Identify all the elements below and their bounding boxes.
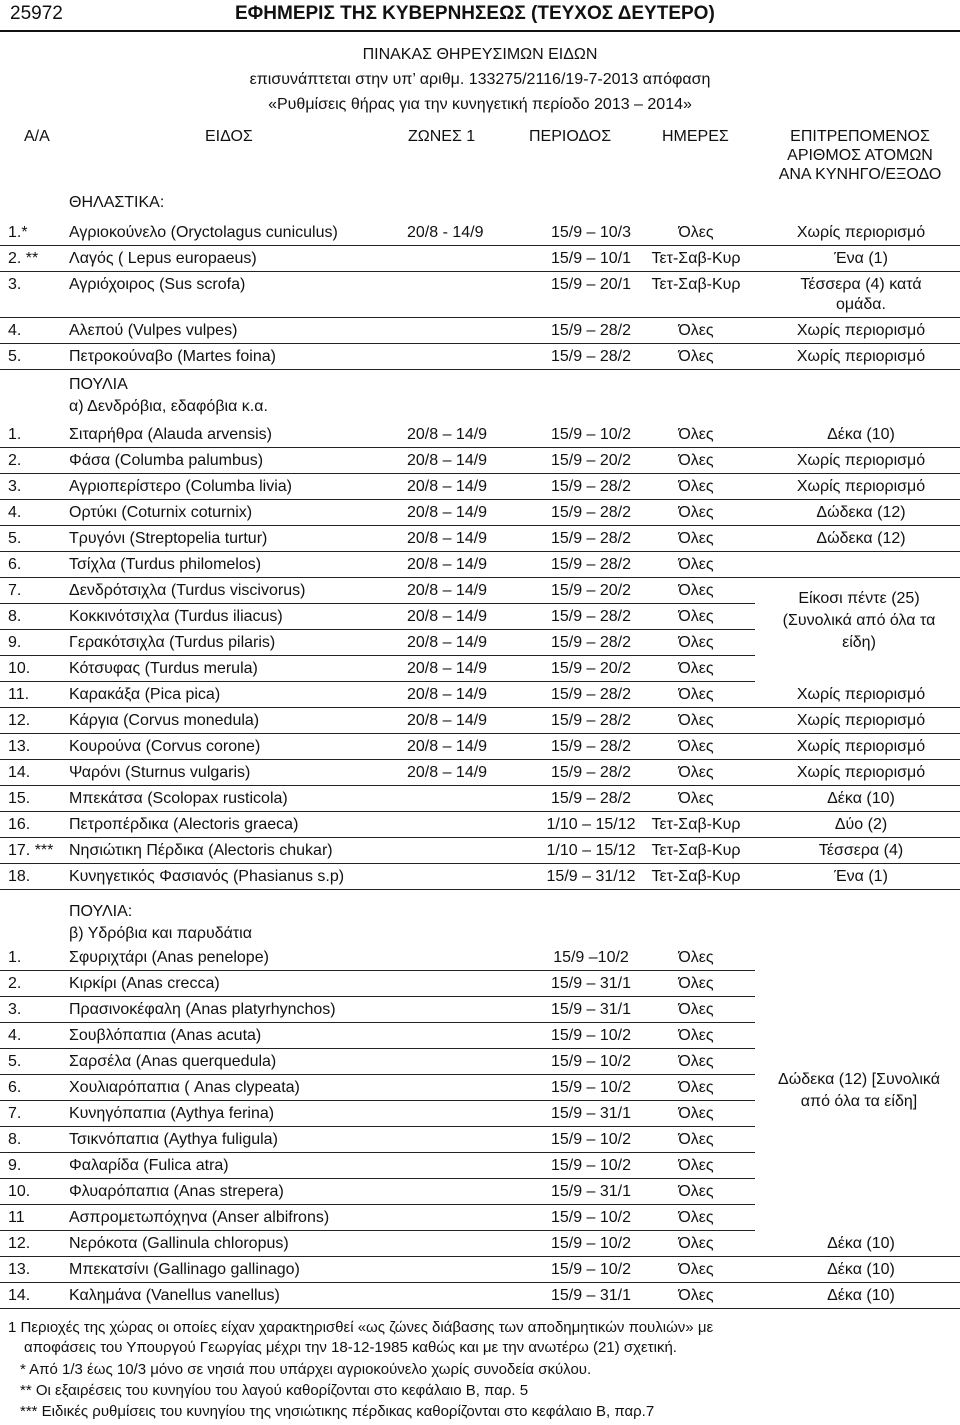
row-number: 7. — [8, 1105, 22, 1122]
hunting-period: 15/9 – 28/2 — [550, 790, 632, 807]
table-row — [0, 760, 960, 786]
hunting-period: 15/9 – 28/2 — [550, 478, 632, 495]
species-name: Φάσα (Columba palumbus) — [69, 452, 264, 469]
row-number: 3. — [8, 1001, 22, 1018]
species-name: Αγριόχοιρος (Sus scrofa) — [69, 276, 246, 293]
hunting-days: Όλες — [678, 224, 714, 241]
hunting-period: 1/10 – 15/12 — [546, 842, 636, 859]
species-name: Σφυριχτάρι (Anas penelope) — [69, 949, 269, 966]
species-name: Δενδρότσιχλα (Turdus viscivorus) — [69, 582, 306, 599]
hunting-days: Όλες — [678, 1105, 714, 1122]
allowed-number: Χωρίς περιορισμό — [796, 478, 926, 495]
zones-period: 20/8 – 14/9 — [407, 608, 488, 625]
hunting-days: Όλες — [678, 1157, 714, 1174]
row-divider — [0, 889, 960, 890]
species-name: Αλεπού (Vulpes vulpes) — [69, 322, 238, 339]
zones-period: 20/8 – 14/9 — [407, 660, 488, 677]
row-number: 4. — [8, 1027, 22, 1044]
hunting-period: 15/9 – 20/2 — [550, 582, 632, 599]
species-name: Κότσυφας (Turdus merula) — [69, 660, 258, 677]
journal-title: ΕΦΗΜΕΡΙΣ ΤΗΣ ΚΥΒΕΡΝΗΣΕΩΣ (ΤΕΥΧΟΣ ΔΕΥΤΕΡΟ) — [235, 3, 715, 24]
row-number: 8. — [8, 1131, 22, 1148]
footnote-rabbit: * Από 1/3 έως 10/3 μόνο σε νησιά που υπάρχει αγριοκούνελο χωρίς συνοδεία σκύλου. — [20, 1361, 592, 1378]
thrush-limit — [760, 588, 958, 654]
section-mammals: ΘΗΛΑΣΤΙΚΑ: — [69, 194, 165, 211]
col-header-aa: Α/Α — [24, 128, 50, 145]
species-name: Κιρκίρι (Anas crecca) — [69, 975, 220, 992]
hunting-period: 1/10 – 15/12 — [546, 816, 636, 833]
zones-period: 20/8 – 14/9 — [407, 582, 488, 599]
species-name: Κυνηγετικός Φασιανός (Phasianus s.p) — [69, 868, 345, 885]
hunting-days: Όλες — [678, 1235, 714, 1252]
table-row — [0, 500, 960, 526]
allowed-number: Δώδεκα (12) — [816, 504, 906, 521]
row-divider — [0, 369, 960, 370]
species-name: Ορτύκι (Coturnix coturnix) — [69, 504, 253, 521]
row-divider — [0, 1308, 960, 1309]
species-name: Κοκκινότσιχλα (Turdus iliacus) — [69, 608, 283, 625]
hunting-days: Όλες — [678, 1183, 714, 1200]
row-number: 1. — [8, 949, 22, 966]
species-name: Ψαρόνι (Sturnus vulgaris) — [69, 764, 251, 781]
row-number: 14. — [8, 764, 31, 781]
col-header-limit-line1: ΕΠΙΤΡΕΠΟΜΕΝΟΣ — [790, 128, 930, 145]
hunting-days: Τετ-Σαβ-Κυρ — [651, 250, 741, 267]
decision-reference: επισυνάπτεται στην υπ’ αριθμ. 133275/2116/19-7-2013 απόφαση — [249, 71, 711, 88]
row-number: 14. — [8, 1287, 31, 1304]
row-number: 10. — [8, 660, 31, 677]
row-number: 6. — [8, 556, 22, 573]
hunting-days: Όλες — [678, 790, 714, 807]
allowed-number: Δέκα (10) — [827, 1235, 895, 1252]
footnote-hare: ** Οι εξαιρέσεις του κυνηγίου του λαγού καθορίζονται στο κεφάλαιο Β, παρ. 5 — [20, 1382, 529, 1399]
hunting-days: Όλες — [678, 1053, 714, 1070]
zones-period: 20/8 – 14/9 — [407, 686, 488, 703]
allowed-number: Ένα (1) — [834, 868, 888, 885]
hunting-days: Όλες — [678, 949, 714, 966]
page-number: 25972 — [10, 3, 63, 24]
hunting-period: 15/9 – 28/2 — [550, 504, 632, 521]
row-number: 9. — [8, 634, 22, 651]
species-name: Φλυαρόπαπια (Anas strepera) — [69, 1183, 284, 1200]
hunting-period: 15/9 – 28/2 — [550, 530, 632, 547]
hunting-period: 15/9 – 10/2 — [550, 1157, 632, 1174]
col-header-period: ΠΕΡΙΟΔΟΣ — [529, 128, 612, 145]
row-number: 5. — [8, 1053, 22, 1070]
hunting-period: 15/9 – 28/2 — [550, 556, 632, 573]
hunting-days: Όλες — [678, 712, 714, 729]
col-header-species: ΕΙΔΟΣ — [205, 128, 253, 145]
col-header-limit — [762, 127, 958, 184]
species-name: Ασπρομετωπόχηνα (Anser albifrons) — [69, 1209, 330, 1226]
table-row — [0, 812, 960, 838]
table-row — [0, 838, 960, 864]
table-row — [0, 734, 960, 760]
col-header-days: ΗΜΕΡΕΣ — [662, 128, 729, 145]
col-header-limit-line2: ΑΡΙΘΜΟΣ ΑΤΟΜΩΝ — [787, 147, 933, 164]
row-number: 7. — [8, 582, 22, 599]
species-name: Κάργια (Corvus monedula) — [69, 712, 260, 729]
zones-period: 20/8 – 14/9 — [407, 738, 488, 755]
hunting-period: 15/9 – 28/2 — [550, 686, 632, 703]
hunting-days: Όλες — [678, 660, 714, 677]
hunting-days: Όλες — [678, 348, 714, 365]
zones-period: 20/8 – 14/9 — [407, 478, 488, 495]
hunting-period: 15/9 – 28/2 — [550, 348, 632, 365]
species-name: Νερόκοτα (Gallinula chloropus) — [69, 1235, 289, 1252]
hunting-period: 15/9 – 28/2 — [550, 738, 632, 755]
hunting-period: 15/9 – 10/2 — [550, 1053, 632, 1070]
hunting-period: 15/9 – 10/2 — [550, 1131, 632, 1148]
allowed-number: Χωρίς περιορισμό — [796, 452, 926, 469]
zones-period: 20/8 – 14/9 — [407, 504, 488, 521]
allowed-number: Χωρίς περιορισμό — [796, 348, 926, 365]
table-row — [0, 682, 960, 708]
row-number: 13. — [8, 738, 31, 755]
hunting-period: 15/9 – 10/2 — [550, 1261, 632, 1278]
table-row — [0, 786, 960, 812]
hunting-days: Όλες — [678, 1001, 714, 1018]
zones-period: 20/8 – 14/9 — [407, 452, 488, 469]
section-birds-a-subtitle: α) Δενδρόβια, εδαφόβια κ.α. — [69, 398, 268, 415]
zones-period: 20/8 – 14/9 — [407, 634, 488, 651]
hunting-days: Όλες — [678, 426, 714, 443]
hunting-days: Όλες — [678, 322, 714, 339]
zones-period: 20/8 - 14/9 — [407, 224, 484, 241]
row-number: 17. *** — [8, 842, 54, 859]
waterfowl-limit-line1: Δώδεκα (12) [Συνολικά — [778, 1071, 940, 1088]
row-number: 6. — [8, 1079, 22, 1096]
table-row — [0, 422, 960, 448]
hunting-period: 15/9 – 10/1 — [550, 250, 632, 267]
row-number: 13. — [8, 1261, 31, 1278]
hunting-period: 15/9 – 10/2 — [550, 1027, 632, 1044]
species-name: Λαγός ( Lepus europaeus) — [69, 250, 257, 267]
waterfowl-limit — [760, 1069, 958, 1113]
hunting-days: Όλες — [678, 1261, 714, 1278]
hunting-days: Όλες — [678, 1027, 714, 1044]
species-name: Τσίχλα (Turdus philomelos) — [69, 556, 262, 573]
hunting-period: 15/9 – 10/2 — [550, 1079, 632, 1096]
page-header — [0, 0, 960, 30]
table-row — [0, 220, 960, 246]
zones-period: 20/8 – 14/9 — [407, 530, 488, 547]
footnote-zones-line2: αποφάσεις του Υπουργού Γεωργίας μέχρι την 18-12-1985 καθώς και με την ανωτέρω (21) σχετική. — [24, 1339, 677, 1356]
thrush-limit-line3: είδη) — [842, 634, 876, 651]
hunting-days: Τετ-Σαβ-Κυρ — [651, 816, 741, 833]
section-birds-b-title: ΠΟΥΛΙΑ: — [69, 903, 133, 920]
hunting-period: 15/9 – 10/2 — [550, 1209, 632, 1226]
waterfowl-limit-line2: από όλα τα είδη] — [800, 1093, 918, 1110]
species-name: Κουρούνα (Corvus corone) — [69, 738, 261, 755]
row-number: 10. — [8, 1183, 31, 1200]
row-number: 3. — [8, 478, 22, 495]
footnote-partridge: *** Ειδικές ρυθμίσεις του κυνηγίου της νησιώτικης πέρδικας καθορίζονται στο κεφάλαιο Β, παρ.7 — [20, 1403, 655, 1420]
allowed-number: Χωρίς περιορισμό — [796, 764, 926, 781]
row-number: 2. — [8, 975, 22, 992]
row-number: 1. — [8, 426, 22, 443]
allowed-number: Χωρίς περιορισμό — [796, 738, 926, 755]
allowed-number: Ένα (1) — [834, 250, 888, 267]
table-row — [0, 344, 960, 370]
row-number: 5. — [8, 348, 22, 365]
hunting-period: 15/9 – 28/2 — [550, 712, 632, 729]
hunting-days: Όλες — [678, 504, 714, 521]
hunting-period: 15/9 – 31/1 — [550, 975, 632, 992]
hunting-period: 15/9 – 20/1 — [550, 276, 632, 293]
row-number: 12. — [8, 1235, 31, 1252]
hunting-period: 15/9 – 31/1 — [550, 1287, 632, 1304]
hunting-days: Όλες — [678, 1287, 714, 1304]
section-birds-a-title: ΠΟΥΛΙΑ — [69, 376, 128, 393]
allowed-number-cont: ομάδα. — [836, 296, 886, 313]
species-name: Πρασινοκέφαλη (Anas platyrhynchos) — [69, 1001, 336, 1018]
hunting-period: 15/9 – 28/2 — [550, 764, 632, 781]
hunting-days: Τετ-Σαβ-Κυρ — [651, 868, 741, 885]
allowed-number: Δώδεκα (12) — [816, 530, 906, 547]
hunting-days: Όλες — [678, 530, 714, 547]
row-number: 11 — [8, 1209, 25, 1226]
table-row — [0, 272, 960, 318]
hunting-period: 15/9 – 10/3 — [550, 224, 632, 241]
species-name: Χουλιαρόπαπια ( Anas clypeata) — [69, 1079, 300, 1096]
zones-period: 20/8 – 14/9 — [407, 764, 488, 781]
hunting-days: Όλες — [678, 1079, 714, 1096]
hunting-period: 15/9 – 31/12 — [546, 868, 636, 885]
table-row — [0, 526, 960, 552]
species-name: Τσικνόπαπια (Aythya fuligula) — [69, 1131, 278, 1148]
hunting-days: Όλες — [678, 975, 714, 992]
species-name: Γερακότσιχλα (Turdus pilaris) — [69, 634, 276, 651]
table-row — [0, 246, 960, 272]
species-name: Αγριοκούνελο (Oryctolagus cuniculus) — [69, 224, 338, 241]
hunting-period: 15/9 – 31/1 — [550, 1183, 632, 1200]
hunting-days: Όλες — [678, 1131, 714, 1148]
row-number: 8. — [8, 608, 22, 625]
hunting-period: 15/9 – 20/2 — [550, 660, 632, 677]
species-name: Μπεκατσίνι (Gallinago gallinago) — [69, 1261, 300, 1278]
hunting-period: 15/9 – 20/2 — [550, 452, 632, 469]
table-row — [0, 864, 960, 890]
hunting-days: Όλες — [678, 764, 714, 781]
thrush-limit-line1: Είκοσι πέντε (25) — [798, 590, 920, 607]
hunting-period: 15/9 – 10/2 — [550, 426, 632, 443]
hunting-days: Όλες — [678, 452, 714, 469]
species-name: Καλημάνα (Vanellus vanellus) — [69, 1287, 280, 1304]
species-name: Πετροκούναβο (Martes foina) — [69, 348, 276, 365]
species-name: Κυνηγόπαπια (Aythya ferina) — [69, 1105, 275, 1122]
species-name: Φαλαρίδα (Fulica atra) — [69, 1157, 229, 1174]
table-row — [0, 708, 960, 734]
row-number: 18. — [8, 868, 31, 885]
hunting-days: Όλες — [678, 738, 714, 755]
table-title: ΠΙΝΑΚΑΣ ΘΗΡΕΥΣΙΜΩΝ ΕΙΔΩΝ — [362, 46, 598, 63]
table-row — [0, 318, 960, 344]
zones-period: 20/8 – 14/9 — [407, 712, 488, 729]
decision-subject: «Ρυθμίσεις θήρας για την κυνηγετική περίοδο 2013 – 2014» — [268, 96, 692, 113]
hunting-days: Τετ-Σαβ-Κυρ — [651, 842, 741, 859]
allowed-number: Τέσσερα (4) — [818, 842, 904, 859]
row-number: 2. ** — [8, 250, 39, 267]
hunting-days: Όλες — [678, 1209, 714, 1226]
species-name: Σιταρήθρα (Alauda arvensis) — [69, 426, 272, 443]
hunting-period: 15/9 – 31/1 — [550, 1105, 632, 1122]
footnote-zones — [8, 1318, 958, 1358]
row-number: 12. — [8, 712, 31, 729]
hunting-days: Τετ-Σαβ-Κυρ — [651, 276, 741, 293]
row-number: 2. — [8, 452, 22, 469]
table-row — [0, 1231, 960, 1257]
hunting-period: 15/9 – 28/2 — [550, 322, 632, 339]
hunting-period: 15/9 – 28/2 — [550, 634, 632, 651]
footnote-zones-line1: 1 Περιοχές της χώρας οι οποίες είχαν χαρακτηρισθεί «ως ζώνες διάβασης των αποδημητικών πουλιών» με — [8, 1319, 714, 1336]
row-number: 4. — [8, 322, 22, 339]
row-number: 11. — [8, 686, 30, 703]
species-name: Νησιώτικη Πέρδικα (Alectoris chukar) — [69, 842, 333, 859]
allowed-number: Χωρίς περιορισμό — [796, 712, 926, 729]
row-number: 16. — [8, 816, 31, 833]
species-name: Μπεκάτσα (Scolopax rusticola) — [69, 790, 288, 807]
allowed-number: Τέσσερα (4) κατά — [800, 276, 922, 293]
section-birds-b-subtitle: β) Υδρόβια και παρυδάτια — [69, 925, 252, 942]
row-number: 3. — [8, 276, 22, 293]
table-row — [0, 448, 960, 474]
table-row — [0, 1257, 960, 1283]
hunting-days: Όλες — [678, 608, 714, 625]
hunting-days: Όλες — [678, 556, 714, 573]
allowed-number: Χωρίς περιορισμό — [796, 686, 926, 703]
species-name: Καρακάξα (Pica pica) — [69, 686, 221, 703]
hunting-days: Όλες — [678, 634, 714, 651]
hunting-period: 15/9 – 31/1 — [550, 1001, 632, 1018]
hunting-days: Όλες — [678, 686, 714, 703]
header-divider — [0, 30, 960, 32]
hunting-period: 15/9 – 10/2 — [550, 1235, 632, 1252]
allowed-number: Χωρίς περιορισμό — [796, 224, 926, 241]
row-number: 4. — [8, 504, 22, 521]
row-number: 1.* — [8, 224, 28, 241]
allowed-number: Δύο (2) — [834, 816, 888, 833]
col-header-zones: ΖΩΝΕΣ 1 — [408, 128, 476, 145]
allowed-number: Χωρίς περιορισμό — [796, 322, 926, 339]
allowed-number: Δέκα (10) — [827, 790, 895, 807]
hunting-days: Όλες — [678, 582, 714, 599]
species-name: Σαρσέλα (Anas querquedula) — [69, 1053, 277, 1070]
species-name: Σουβλόπαπια (Anas acuta) — [69, 1027, 262, 1044]
allowed-number: Δέκα (10) — [827, 426, 895, 443]
row-number: 5. — [8, 530, 22, 547]
species-name: Αγριοπερίστερο (Columba livia) — [69, 478, 293, 495]
hunting-period: 15/9 – 28/2 — [550, 608, 632, 625]
hunting-days: Όλες — [678, 478, 714, 495]
species-name: Πετροπέρδικα (Alectoris graeca) — [69, 816, 299, 833]
row-number: 15. — [8, 790, 31, 807]
thrush-limit-line2: (Συνολικά από όλα τα — [782, 612, 936, 629]
col-header-limit-line3: ΑΝΑ ΚΥΝΗΓΟ/ΕΞΟΔΟ — [778, 166, 942, 183]
species-name: Τρυγόνι (Streptopelia turtur) — [69, 530, 268, 547]
hunting-period: 15/9 –10/2 — [553, 949, 629, 966]
table-row — [0, 552, 960, 578]
zones-period: 20/8 – 14/9 — [407, 556, 488, 573]
zones-period: 20/8 – 14/9 — [407, 426, 488, 443]
table-row — [0, 474, 960, 500]
allowed-number: Δέκα (10) — [827, 1261, 895, 1278]
allowed-number: Δέκα (10) — [827, 1287, 895, 1304]
table-row — [0, 1283, 960, 1309]
row-number: 9. — [8, 1157, 22, 1174]
